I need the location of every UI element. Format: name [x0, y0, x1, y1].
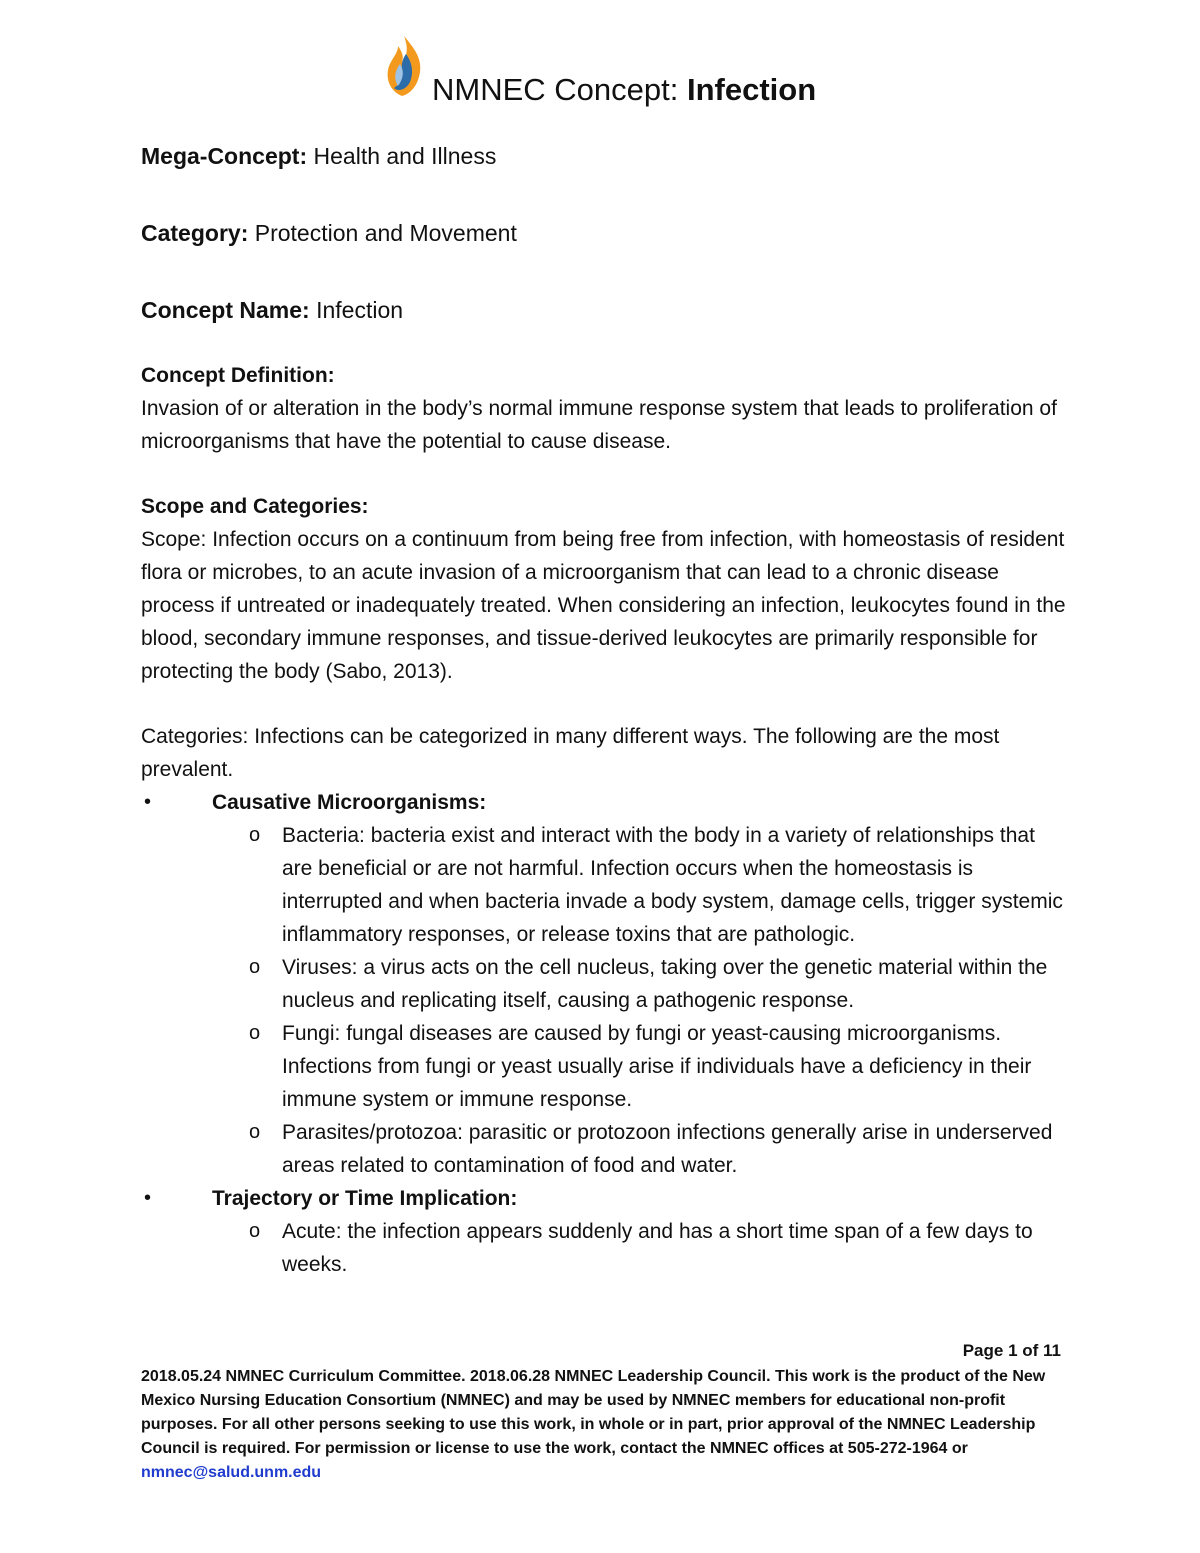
- document-body: [141, 140, 1071, 1281]
- footer-note: 2018.05.24 NMNEC Curriculum Committee. 2018.06.28 NMNEC Leadership Council. This work is the product of the New Mexico Nursing Education Consortium (NMNEC) and may be used by NMNEC members for educational non-profit purposes. For all other persons seeking to use this work, in whole or in part, prior approval of the NMNEC Leadership Council is required. For permission or license to use the work, contact the NMNEC offices at 505-272-1964 or nmnec@salud.unm.edu: [141, 1368, 1046, 1481]
- page-title: NMNEC Concept: Infection: [432, 72, 817, 107]
- bullet-icon: •: [144, 791, 152, 813]
- page-number: Page 1 of 11: [962, 1341, 1061, 1360]
- categories-text: Categories: Infections can be categorized in many different ways. The following are the most prevalent.: [141, 725, 1000, 781]
- circle-bullet-icon: o: [249, 956, 261, 978]
- circle-bullet-icon: o: [249, 1022, 261, 1044]
- concept-name-field: Concept Name: Infection: [141, 297, 404, 323]
- circle-bullet-icon: o: [249, 1220, 261, 1242]
- category-field: Category: Protection and Movement: [141, 220, 517, 246]
- circle-bullet-icon: o: [249, 1121, 261, 1143]
- list-item: o Fungi: fungal diseases are caused by fungi or yeast-causing microorganisms. Infections from fungi or yeast usually arise if individuals have a deficiency in their immune system or immune response.: [141, 1017, 1071, 1116]
- list-item: o Viruses: a virus acts on the cell nucleus, taking over the genetic material within the nucleus and replicating itself, causing a pathogenic response.: [141, 951, 1071, 1017]
- list-item: • Causative Microorganisms:: [141, 786, 1071, 819]
- list-item: o Acute: the infection appears suddenly and has a short time span of a few days to weeks.: [141, 1215, 1071, 1281]
- list-item: • Trajectory or Time Implication:: [141, 1182, 1071, 1215]
- scope-text: Scope: Infection occurs on a continuum from being free from infection, with homeostasis of resident flora or microbes, to an acute invasion of a microorganism that can lead to a chronic disease process if untreated or inadequately treated. When considering an infection, leukocytes found in the blood, secondary immune responses, and tissue-derived leukocytes are primarily responsible for protecting the body (Sabo, 2013).: [141, 528, 1066, 683]
- bullet-icon: •: [144, 1187, 152, 1209]
- email-link[interactable]: nmnec@salud.unm.edu: [141, 1464, 322, 1481]
- scope-heading: Scope and Categories:: [141, 495, 369, 518]
- mega-concept-field: Mega-Concept: Health and Illness: [141, 143, 497, 169]
- circle-bullet-icon: o: [249, 824, 261, 846]
- flame-logo-icon: [384, 34, 424, 98]
- page-footer: [141, 1339, 1061, 1485]
- document-header: [384, 30, 884, 110]
- list-item: o Parasites/protozoa: parasitic or protozoon infections generally arise in underserved areas related to contamination of food and water.: [141, 1116, 1071, 1182]
- definition-text: Invasion of or alteration in the body’s normal immune response system that leads to proliferation of microorganisms that have the potential to cause disease.: [141, 397, 1057, 453]
- definition-heading: Concept Definition:: [141, 364, 335, 387]
- list-item: o Bacteria: bacteria exist and interact with the body in a variety of relationships that are beneficial or are not harmful. Infection occurs when the homeostasis is interrupted and when bacteria invade a body system, damage cells, trigger systemic inflammatory responses, or release toxins that are pathologic.: [141, 819, 1071, 951]
